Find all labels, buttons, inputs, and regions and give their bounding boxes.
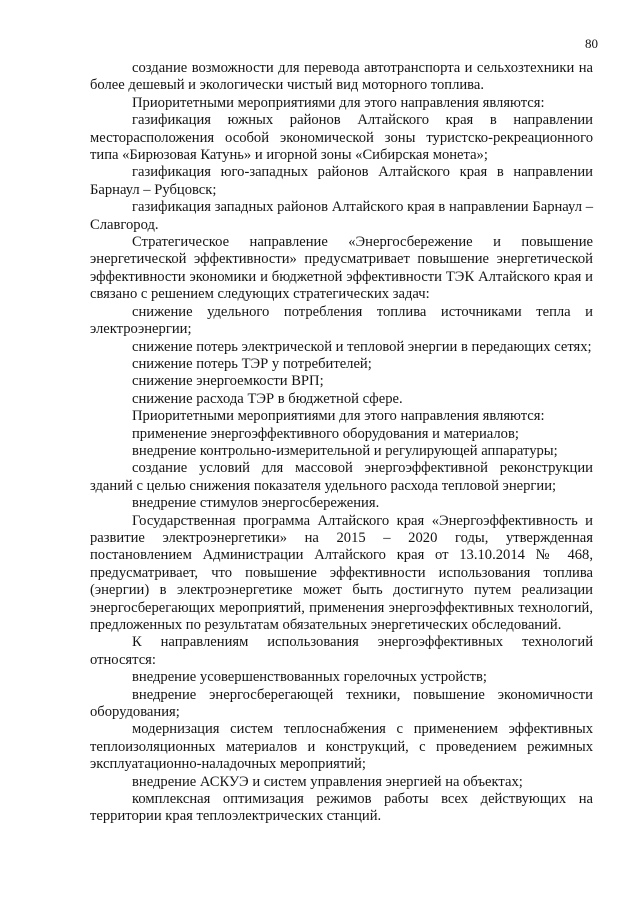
paragraph: внедрение стимулов энергосбережения. xyxy=(132,495,380,512)
paragraph: применение энергоэффективного оборудования и материалов; xyxy=(132,425,519,442)
page-number: 80 xyxy=(585,36,598,51)
paragraph: Стратегическое направление «Энергосбережение и повышение энергетической эффективности» предусматривает повышение энергетической эффективности экономики и бюджетной эффективности ТЭК Алтайского края и связано с решением следующих стратегических задач: xyxy=(90,234,593,303)
paragraph: модернизация систем теплоснабжения с применением эффективных теплоизоляционных материалов и конструкций, с проведением режимных эксплуатационно-наладочных мероприятий; xyxy=(90,721,593,773)
paragraph: создание условий для массовой энергоэффективной реконструкции зданий с целью снижения показателя удельного расхода тепловой энергии; xyxy=(90,460,593,494)
paragraph: Приоритетными мероприятиями для этого направления являются: xyxy=(132,408,545,425)
paragraph: снижение удельного потребления топлива источниками тепла и электроэнергии; xyxy=(90,303,593,338)
paragraph: внедрение контрольно-измерительной и регулирующей аппаратуры; xyxy=(132,442,558,459)
paragraph: снижение потерь электрической и тепловой энергии в передающих сетях; xyxy=(132,338,592,355)
paragraph: газификация южных районов Алтайского края в направлении месторасположения особой экономической зоны туристско-рекреационного типа «Бирюзовая Катунь» и игорной зоны «Сибирская монета»; xyxy=(90,112,593,164)
document-body xyxy=(90,60,593,826)
paragraph: Государственная программа Алтайского края «Энергоэффективность и развитие электроэнергетики» на 2015 – 2020 годы, утвержденная постановлением Администрации Алтайского края от 13.10.2014 № 468, предусматривает, что повышение эффективности использования топлива (энергии) в электроэнергетике может быть достигнуто путем реализации энергосберегающих мероприятий, применения энергоэффективных технологий, предложенных по результатам обязательных энергетических обследований. xyxy=(90,512,593,633)
paragraph: газификация юго-западных районов Алтайского края в направлении Барнаул – Рубцовск; xyxy=(90,164,593,198)
paragraph: снижение потерь ТЭР у потребителей; xyxy=(132,355,372,372)
paragraph: газификация западных районов Алтайского края в направлении Барнаул – Славгород. xyxy=(90,199,593,233)
paragraph: внедрение усовершенствованных горелочных устройств; xyxy=(132,669,487,686)
paragraph: снижение расхода ТЭР в бюджетной сфере. xyxy=(132,390,403,407)
paragraph: Приоритетными мероприятиями для этого направления являются: xyxy=(132,94,545,111)
paragraph: создание возможности для перевода автотранспорта и сельхозтехники на более дешевый и экологически чистый вид моторного топлива. xyxy=(90,60,593,94)
paragraph: внедрение АСКУЭ и систем управления энергией на объектах; xyxy=(132,773,523,790)
paragraph: комплексная оптимизация режимов работы всех действующих на территории края теплоэлектрических станций. xyxy=(90,791,593,825)
paragraph: внедрение энергосберегающей техники, повышение экономичности оборудования; xyxy=(90,686,593,721)
paragraph: К направлениям использования энергоэффективных технологий относятся: xyxy=(90,634,593,668)
paragraph: снижение энергоемкости ВРП; xyxy=(132,373,324,390)
